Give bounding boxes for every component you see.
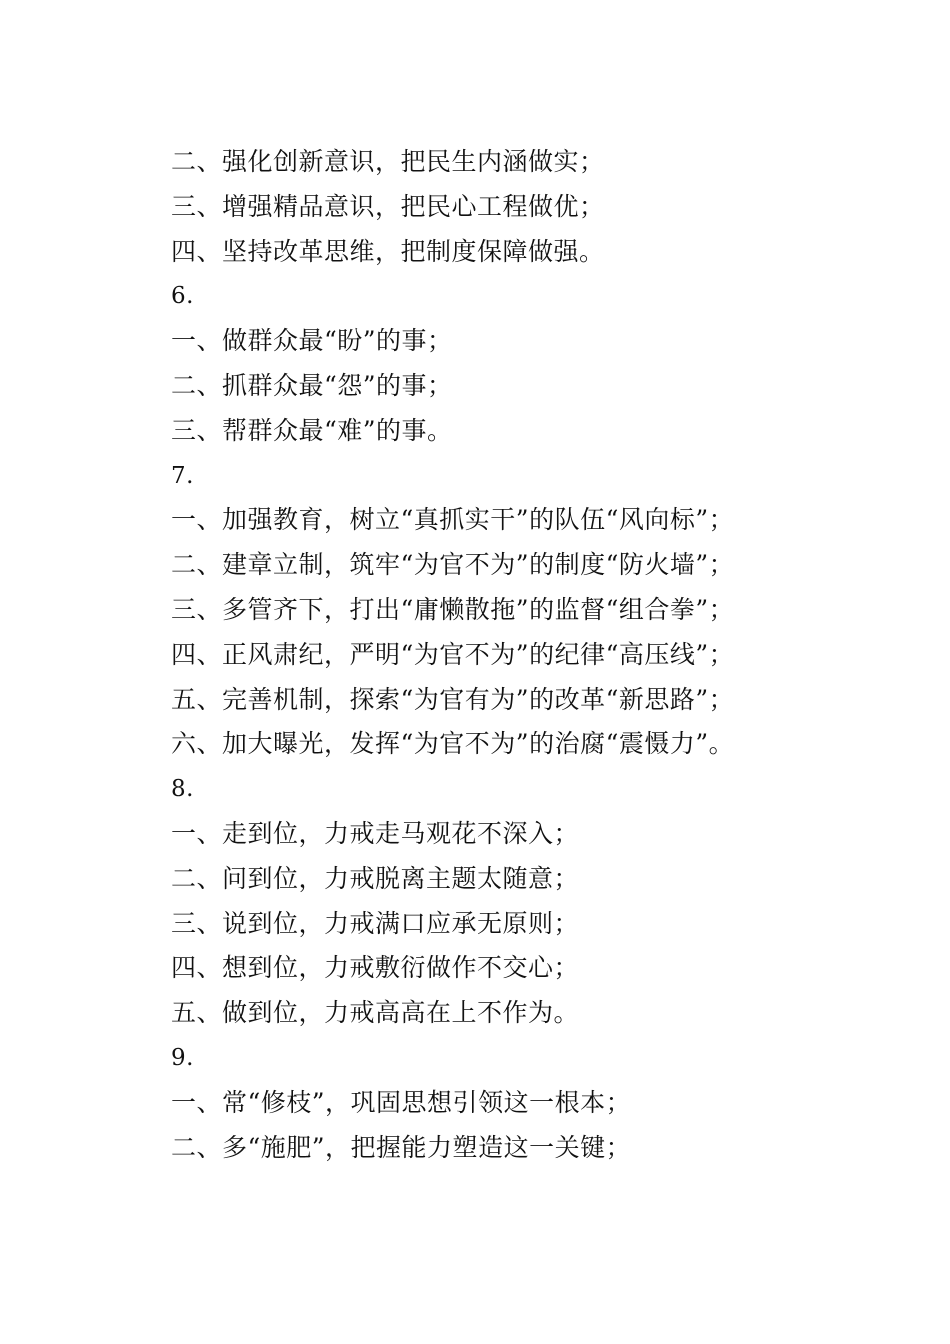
text-line-5: 一、做群众最“盼”的事； bbox=[171, 326, 453, 356]
text-line-10: 二、建章立制，筑牢“为官不为”的制度“防火墙”； bbox=[171, 550, 735, 580]
text-line-23: 二、多“施肥”，把握能力塑造这一关键； bbox=[171, 1132, 632, 1162]
section-number-7: 7. bbox=[171, 462, 194, 489]
document-body bbox=[171, 140, 851, 1170]
text-line-13: 五、完善机制，探索“为官有为”的改革“新思路”； bbox=[171, 684, 735, 714]
text-line-12: 四、正风肃纪，严明“为官不为”的纪律“高压线”； bbox=[171, 639, 735, 669]
text-line-22: 一、常“修枝”，巩固思想引领这一根本； bbox=[171, 1087, 632, 1117]
section-number-6: 6. bbox=[171, 283, 194, 310]
section-number-8: 8. bbox=[171, 776, 194, 803]
text-line-7: 三、帮群众最“难”的事。 bbox=[171, 415, 453, 445]
text-line-3: 四、坚持改革思维，把制度保障做强。 bbox=[171, 236, 605, 266]
text-line-6: 二、抓群众最“怨”的事； bbox=[171, 370, 453, 400]
text-line-2: 三、增强精品意识，把民心工程做优； bbox=[171, 191, 605, 221]
text-line-9: 一、加强教育，树立“真抓实干”的队伍“风向标”； bbox=[171, 505, 735, 535]
text-line-14: 六、加大曝光，发挥“为官不为”的治腐“震慑力”。 bbox=[171, 729, 735, 759]
text-line-1: 二、强化创新意识，把民生内涵做实； bbox=[171, 147, 605, 176]
text-line-17: 二、问到位，力戒脱离主题太随意； bbox=[171, 863, 580, 893]
text-line-19: 四、想到位，力戒敷衍做作不交心； bbox=[171, 953, 580, 983]
text-line-16: 一、走到位，力戒走马观花不深入； bbox=[171, 818, 580, 848]
text-line-18: 三、说到位，力戒满口应承无原则； bbox=[171, 908, 580, 938]
text-line-11: 三、多管齐下，打出“庸懒散拖”的监督“组合拳”； bbox=[171, 594, 735, 624]
section-number-9: 9. bbox=[171, 1044, 194, 1071]
text-line-20: 五、做到位，力戒高高在上不作为。 bbox=[171, 998, 580, 1028]
